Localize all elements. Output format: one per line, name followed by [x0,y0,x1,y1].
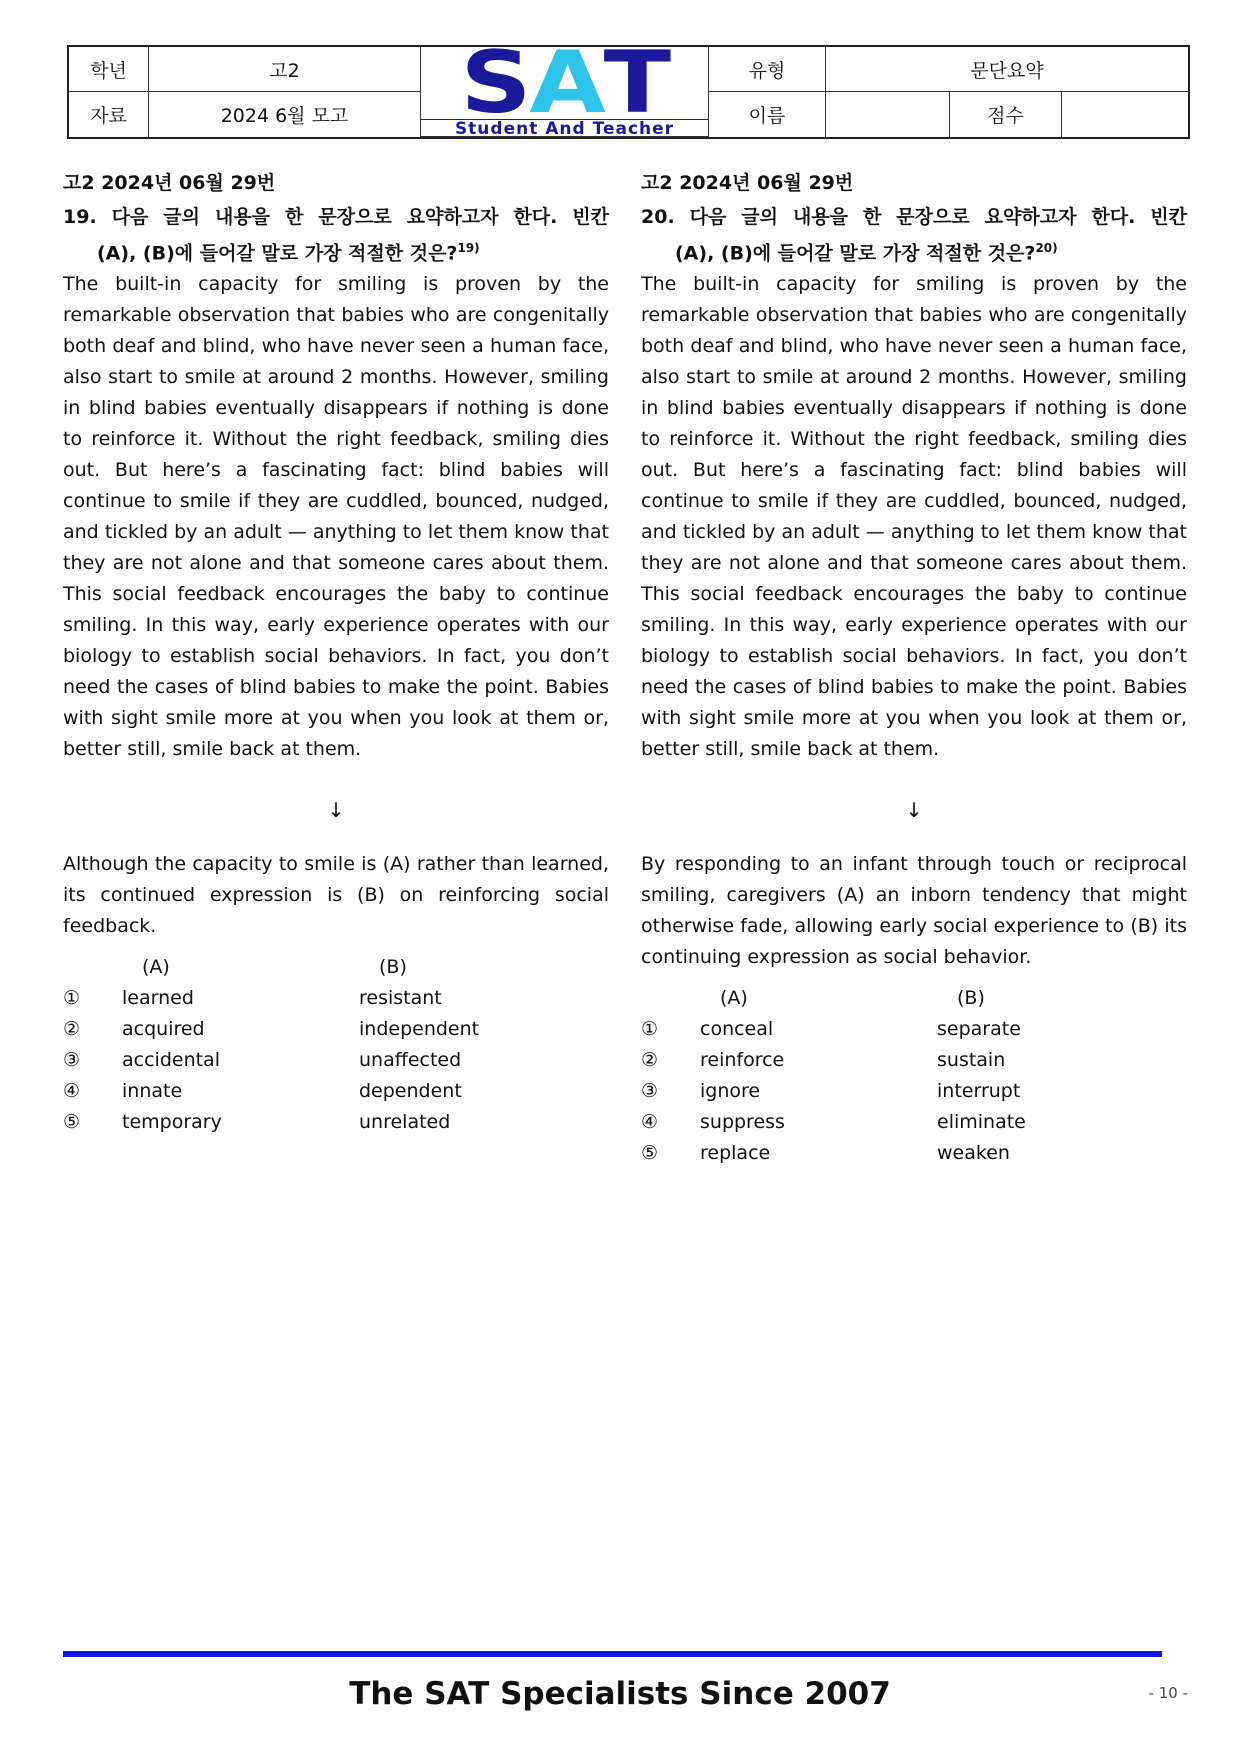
question-prompt-line2: (A), (B)에 들어갈 말로 가장 적절한 것은? [675,242,1036,265]
column-a-header: (A) [720,987,748,1010]
option-number: ⑤ [63,1111,81,1134]
type-label: 유형 [709,47,826,92]
option-b: weaken [937,1142,1010,1165]
score-field[interactable] [1062,92,1188,137]
logo-letter-t: T [603,47,669,133]
option-number: ③ [63,1049,81,1072]
option-4[interactable] [63,1076,609,1107]
logo-letter-a: A [529,47,604,133]
sat-logo [421,47,709,137]
option-a: conceal [700,1018,774,1041]
header-table [67,45,1190,139]
option-number: ⑤ [641,1142,659,1165]
option-b: unaffected [359,1049,462,1072]
footnote-ref: 20) [1035,241,1058,255]
question-number: 19. [63,206,97,228]
grade-value: 고2 [149,47,421,92]
option-3[interactable] [641,1076,1187,1107]
option-b: independent [359,1018,480,1041]
name-label: 이름 [709,92,826,137]
option-a: replace [700,1142,771,1165]
option-b: dependent [359,1080,462,1103]
option-number: ④ [63,1080,81,1103]
option-b: eliminate [937,1111,1026,1134]
option-number: ① [63,987,81,1010]
option-3[interactable] [63,1045,609,1076]
question-prompt-line2-wrap [97,233,609,269]
summary-sentence: By responding to an infant through touch or reciprocal smiling, caregivers (A) an inborn tendency that might otherwise fade, allowing early social experience to (B) its continuing expression as social behavior. [641,853,1187,969]
name-field[interactable] [826,92,950,137]
question-prompt-line1: 다음 글의 내용을 한 문장으로 요약하고자 한다. 빈칸 [689,206,1187,228]
column-b-header: (B) [957,987,985,1010]
question-20 [641,170,1187,1169]
option-number: ② [641,1049,659,1072]
question-prompt [641,202,1187,233]
options-header [63,952,609,983]
option-b: unrelated [359,1111,451,1134]
score-label: 점수 [950,92,1062,137]
grade-label: 학년 [69,47,149,92]
option-number: ④ [641,1111,659,1134]
option-number: ③ [641,1080,659,1103]
summary-sentence: Although the capacity to smile is (A) rather than learned, its continued expression is (B) on reinforcing social feedback. [63,853,609,938]
option-a: temporary [122,1111,222,1134]
question-prompt-line2-wrap [675,233,1187,269]
options-header [641,983,1187,1014]
source-value: 2024 6월 모고 [149,92,421,137]
question-19 [63,170,609,1138]
down-arrow-icon: ↓ [905,798,923,823]
question-number: 20. [641,206,675,228]
option-a: ignore [700,1080,761,1103]
option-a: reinforce [700,1049,785,1072]
logo-letter-s: S [460,47,530,133]
question-prompt-line2: (A), (B)에 들어갈 말로 가장 적절한 것은? [97,242,458,265]
logo-tagline: Student And Teacher [421,119,708,137]
option-b: sustain [937,1049,1006,1072]
option-b: resistant [359,987,442,1010]
option-number: ② [63,1018,81,1041]
option-2[interactable] [641,1045,1187,1076]
option-a: suppress [700,1111,785,1134]
column-b-header: (B) [379,956,407,979]
column-a-header: (A) [142,956,170,979]
footnote-ref: 19) [457,241,480,255]
option-a: accidental [122,1049,220,1072]
option-number: ① [641,1018,659,1041]
option-2[interactable] [63,1014,609,1045]
down-arrow-icon: ↓ [327,798,345,823]
option-4[interactable] [641,1107,1187,1138]
answer-options [63,952,609,1138]
option-5[interactable] [63,1107,609,1138]
passage: The built-in capacity for smiling is proven by the remarkable observation that babies who are congenitally both deaf and blind, who have never seen a human face, also start to smile at around 2 months. However, smiling in blind babies eventually disappears if nothing is done to reinforce it. Without the right feedback, smiling dies out. But here’s a fascinating fact: blind babies will continue to smile if they are cuddled, bounced, nudged, and tickled by an adult — anything to let them know that they are not alone and that someone cares about them. This social feedback encourages the baby to continue smiling. In this way, early experience operates with our biology to establish social behaviors. In fact, you don’t need the cases of blind babies to make the point. Babies with sight smile more at you when you look at them or, better still, smile back at them. [63,273,609,761]
option-a: innate [122,1080,183,1103]
question-prompt [63,202,609,233]
option-a: acquired [122,1018,205,1041]
option-5[interactable] [641,1138,1187,1169]
passage: The built-in capacity for smiling is proven by the remarkable observation that babies who are congenitally both deaf and blind, who have never seen a human face, also start to smile at around 2 months. However, smiling in blind babies eventually disappears if nothing is done to reinforce it. Without the right feedback, smiling dies out. But here’s a fascinating fact: blind babies will continue to smile if they are cuddled, bounced, nudged, and tickled by an adult — anything to let them know that they are not alone and that someone cares about them. This social feedback encourages the baby to continue smiling. In this way, early experience operates with our biology to establish social behaviors. In fact, you don’t need the cases of blind babies to make the point. Babies with sight smile more at you when you look at them or, better still, smile back at them. [641,273,1187,761]
footer-rule [63,1651,1162,1657]
option-1[interactable] [641,1014,1187,1045]
question-source: 고2 2024년 06월 29번 [63,172,276,194]
option-a: learned [122,987,194,1010]
page-number: - 10 - [1148,1684,1188,1702]
type-value: 문단요약 [826,47,1188,92]
option-b: interrupt [937,1080,1021,1103]
option-1[interactable] [63,983,609,1014]
question-source: 고2 2024년 06월 29번 [641,172,854,194]
footer-slogan: The SAT Specialists Since 2007 [349,1676,891,1712]
answer-options [641,983,1187,1169]
question-prompt-line1: 다음 글의 내용을 한 문장으로 요약하고자 한다. 빈칸 [111,206,609,228]
option-b: separate [937,1018,1021,1041]
source-label: 자료 [69,92,149,137]
